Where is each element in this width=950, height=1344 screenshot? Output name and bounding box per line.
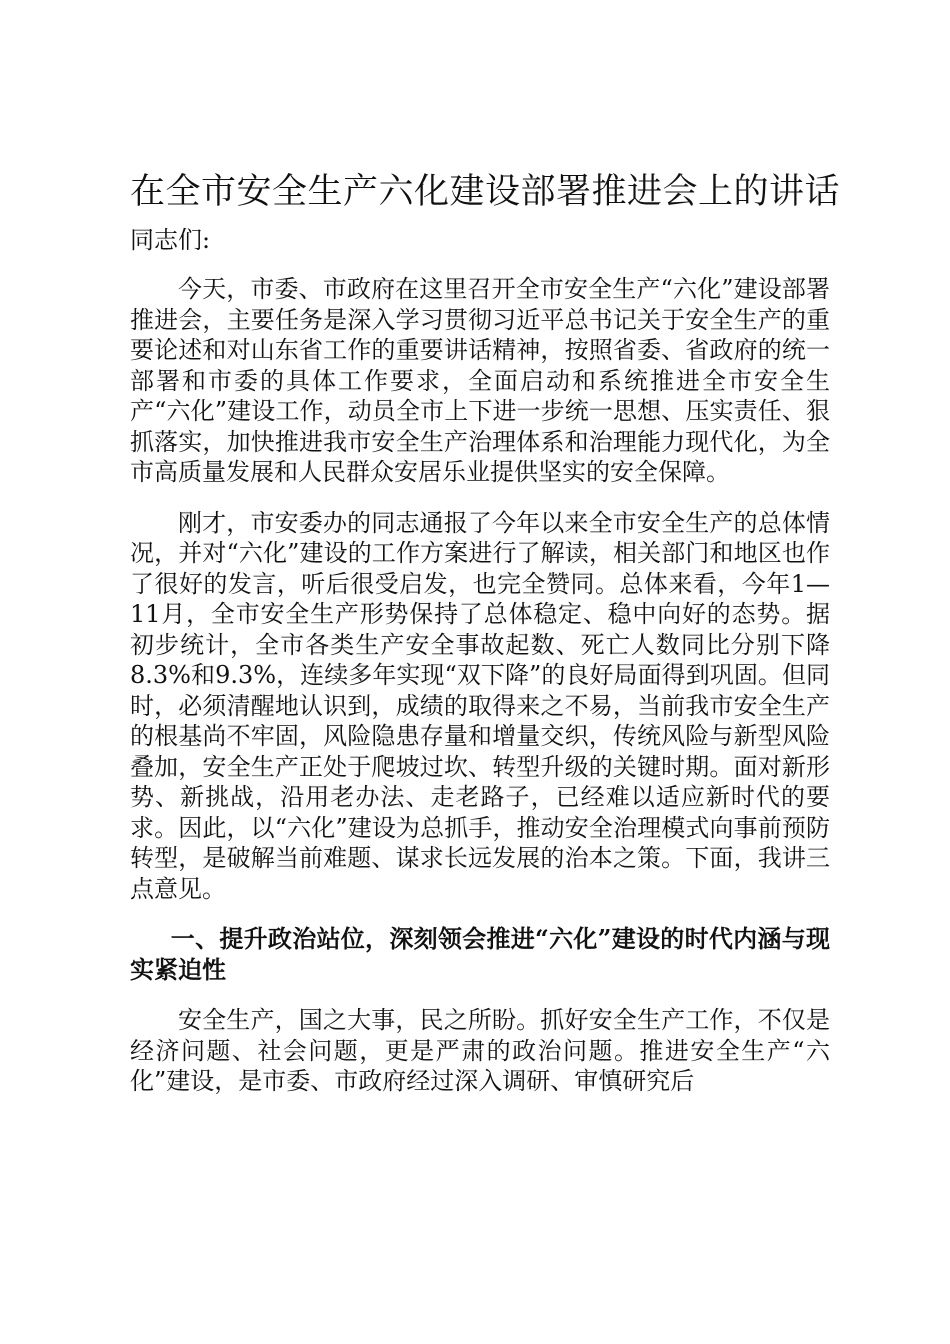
- salutation: 同志们:: [130, 226, 211, 254]
- paragraph-opening: 今天，市委、市政府在这里召开全市安全生产“六化”建设部署推进会，主要任务是深入学习贯彻习近平总书记关于安全生产的重要论述和对山东省工作的重要讲话精神，按照省委、省政府的统一部署和市委的具体工作要求，全面启动和系统推进全市安全生产“六化”建设工作，动员全市上下进一步统一思想、压实责任、狠抓落实，加快推进我市安全生产治理体系和治理能力现代化，为全市高质量发展和人民群众安居乐业提供坚实的安全保障。: [130, 275, 830, 486]
- document-title: 在全市安全生产六化建设部署推进会上的讲话: [130, 172, 841, 212]
- section-heading-1: 一、提升政治站位，深刻领会推进“六化”建设的时代内涵与现实紧迫性: [130, 924, 830, 984]
- document-page: [130, 170, 841, 1117]
- paragraph-situation: 刚才，市安委办的同志通报了今年以来全市安全生产的总体情况，并对“六化”建设的工作方案进行了解读，相关部门和地区也作了很好的发言，听后很受启发，也完全赞同。总体来看，今年1—11月，全市安全生产形势保持了总体稳定、稳中向好的态势。据初步统计，全市各类生产安全事故起数、死亡人数同比分别下降8.3%和9.3%，连续多年实现“双下降”的良好局面得到巩固。但同时，必须清醒地认识到，成绩的取得来之不易，当前我市安全生产的根基尚不牢固，风险隐患存量和增量交织，传统风险与新型风险叠加，安全生产正处于爬坡过坎、转型升级的关键时期。面对新形势、新挑战，沿用老办法、走老路子，已经难以适应新时代的要求。因此，以“六化”建设为总抓手，推动安全治理模式向事前预防转型，是破解当前难题、谋求长远发展的治本之策。下面，我讲三点意见。: [130, 508, 830, 903]
- paragraph-section-1: 安全生产，国之大事，民之所盼。抓好安全生产工作，不仅是经济问题、社会问题，更是严肃的政治问题。推进安全生产“六化”建设，是市委、市政府经过深入调研、审慎研究后: [130, 1006, 830, 1095]
